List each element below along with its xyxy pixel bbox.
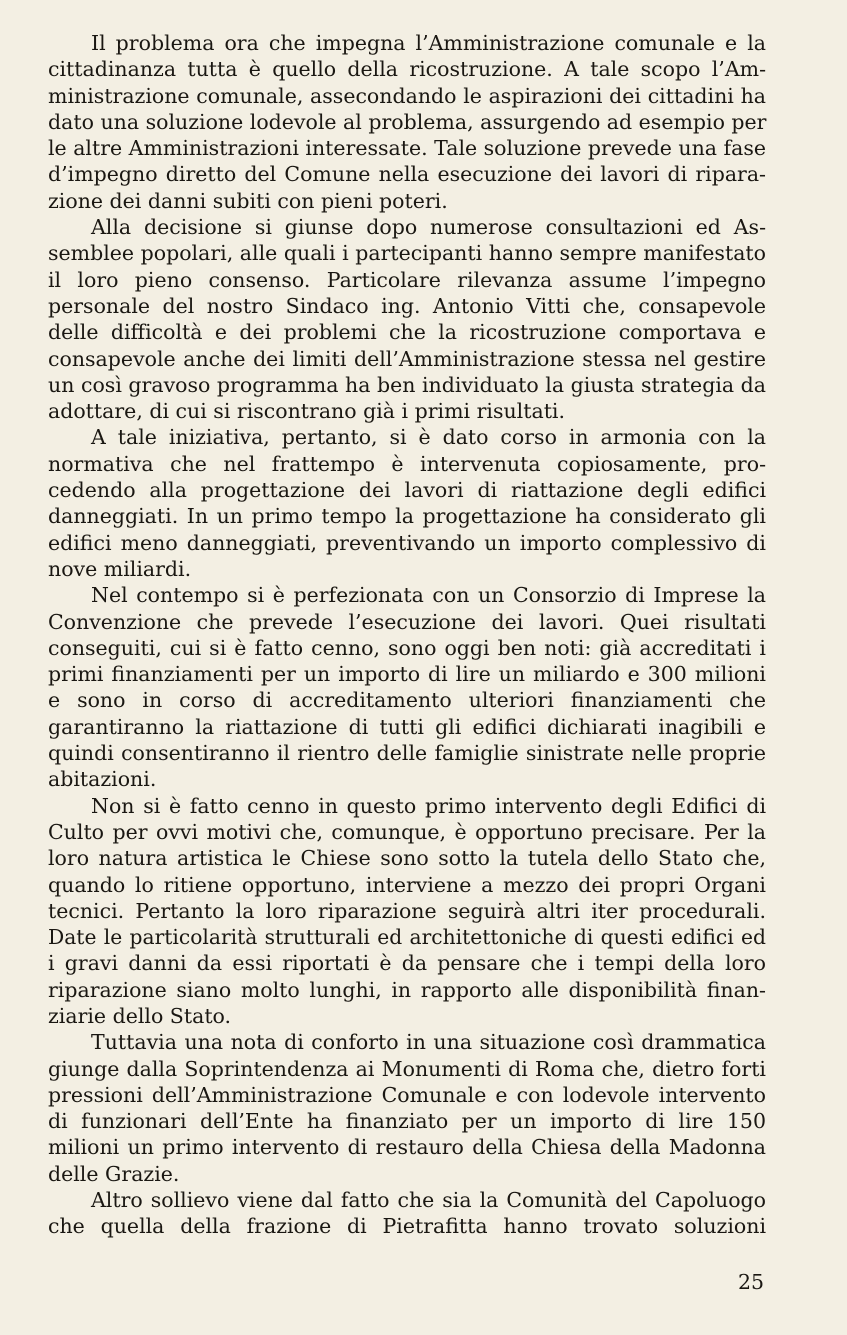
- text-line: giunge dalla Soprintendenza ai Monumenti di Roma che, dietro forti: [48, 1056, 766, 1081]
- text-line: delle Grazie.: [48, 1161, 180, 1186]
- text-line: zione dei danni subiti con pieni poteri.: [48, 188, 448, 213]
- text-line: riparazione siano molto lunghi, in rapporto alle disponibilità finan-: [48, 977, 766, 1002]
- text-line: abitazioni.: [48, 767, 157, 792]
- text-line: A tale iniziativa, pertanto, si è dato corso in armonia con la: [91, 425, 766, 450]
- paragraph: [48, 424, 766, 582]
- text-line: Il problema ora che impegna l’Amministrazione comunale e la: [91, 31, 766, 55]
- text-line: Convenzione che prevede l’esecuzione dei lavori. Quei risultati: [48, 609, 766, 634]
- paragraph: [48, 793, 766, 1030]
- text-line: Alla decisione si giunse dopo numerose consultazioni ed As-: [91, 215, 766, 240]
- text-line: tecnici. Pertanto la loro riparazione seguirà altri iter procedurali.: [48, 898, 766, 923]
- paragraph: [48, 1029, 766, 1187]
- text-line: e sono in corso di accreditamento ulteriori finanziamenti che: [48, 688, 766, 713]
- text-line: semblee popolari, alle quali i partecipanti hanno sempre manifestato: [48, 241, 766, 266]
- paragraph: [48, 214, 766, 424]
- text-line: quando lo ritiene opportuno, interviene a mezzo dei propri Organi: [48, 872, 766, 897]
- text-line: d’impegno diretto del Comune nella esecuzione dei lavori di ripara-: [48, 162, 766, 187]
- text-line: quindi consentiranno il rientro delle famiglie sinistrate nelle proprie: [48, 741, 766, 766]
- text-line: Date le particolarità strutturali ed architettoniche di questi edifici ed: [48, 925, 766, 950]
- text-line: dato una soluzione lodevole al problema, assurgendo ad esempio per: [48, 109, 767, 134]
- text-line: delle difficoltà e dei problemi che la ricostruzione comportava e: [48, 320, 766, 345]
- text-line: un così gravoso programma ha ben individuato la giusta strategia da: [48, 372, 766, 397]
- text-line: Culto per ovvi motivi che, comunque, è opportuno precisare. Per la: [48, 819, 766, 844]
- text-line: il loro pieno consenso. Particolare rilevanza assume l’impegno: [48, 267, 766, 292]
- text-line: di funzionari dell’Ente ha finanziato per un importo di lire 150: [48, 1109, 766, 1134]
- text-line: cedendo alla progettazione dei lavori di riattazione degli edifici: [48, 478, 766, 503]
- text-line: consapevole anche dei limiti dell’Amministrazione stessa nel gestire: [48, 346, 766, 371]
- text-line: ziarie dello Stato.: [48, 1003, 232, 1028]
- text-line: che quella della frazione di Pietrafitta hanno trovato soluzioni: [48, 1214, 766, 1239]
- text-line: personale del nostro Sindaco ing. Antonio Vitti che, consapevole: [48, 293, 766, 318]
- text-line: danneggiati. In un primo tempo la progettazione ha considerato gli: [48, 504, 766, 529]
- paragraph: [48, 1187, 766, 1240]
- text-line: loro natura artistica le Chiese sono sotto la tutela dello Stato che,: [48, 846, 766, 871]
- paragraph: [48, 582, 766, 792]
- text-line: pressioni dell’Amministrazione Comunale e con lodevole intervento: [48, 1082, 766, 1107]
- text-line: Non si è fatto cenno in questo primo intervento degli Edifici di: [91, 793, 766, 818]
- text-line: cittadinanza tutta è quello della ricostruzione. A tale scopo l’Am-: [48, 57, 766, 82]
- text-line: i gravi danni da essi riportati è da pensare che i tempi della loro: [48, 951, 766, 976]
- text-line: normativa che nel frattempo è intervenuta copiosamente, pro-: [48, 451, 766, 476]
- text-line: garantiranno la riattazione di tutti gli edifici dichiarati inagibili e: [48, 714, 766, 739]
- text-line: conseguiti, cui si è fatto cenno, sono oggi ben noti: già accreditati i: [48, 635, 766, 660]
- text-line: ministrazione comunale, assecondando le aspirazioni dei cittadini ha: [48, 83, 766, 108]
- body-text: [48, 30, 766, 1240]
- text-line: Nel contempo si è perfezionata con un Consorzio di Imprese la: [91, 583, 766, 608]
- text-line: Altro sollievo viene dal fatto che sia la Comunità del Capoluogo: [91, 1188, 766, 1213]
- text-line: edifici meno danneggiati, preventivando un importo complessivo di: [48, 530, 766, 555]
- text-line: nove miliardi.: [48, 556, 192, 581]
- text-line: adottare, di cui si riscontrano già i primi risultati.: [48, 399, 566, 424]
- paragraph: [48, 30, 766, 214]
- page-number: 25: [738, 1270, 765, 1294]
- text-line: primi finanziamenti per un importo di lire un miliardo e 300 milioni: [48, 662, 766, 687]
- text-line: Tuttavia una nota di conforto in una situazione così drammatica: [91, 1030, 766, 1055]
- text-line: milioni un primo intervento di restauro della Chiesa della Madonna: [48, 1135, 766, 1160]
- text-line: le altre Amministrazioni interessate. Tale soluzione prevede una fase: [48, 136, 766, 161]
